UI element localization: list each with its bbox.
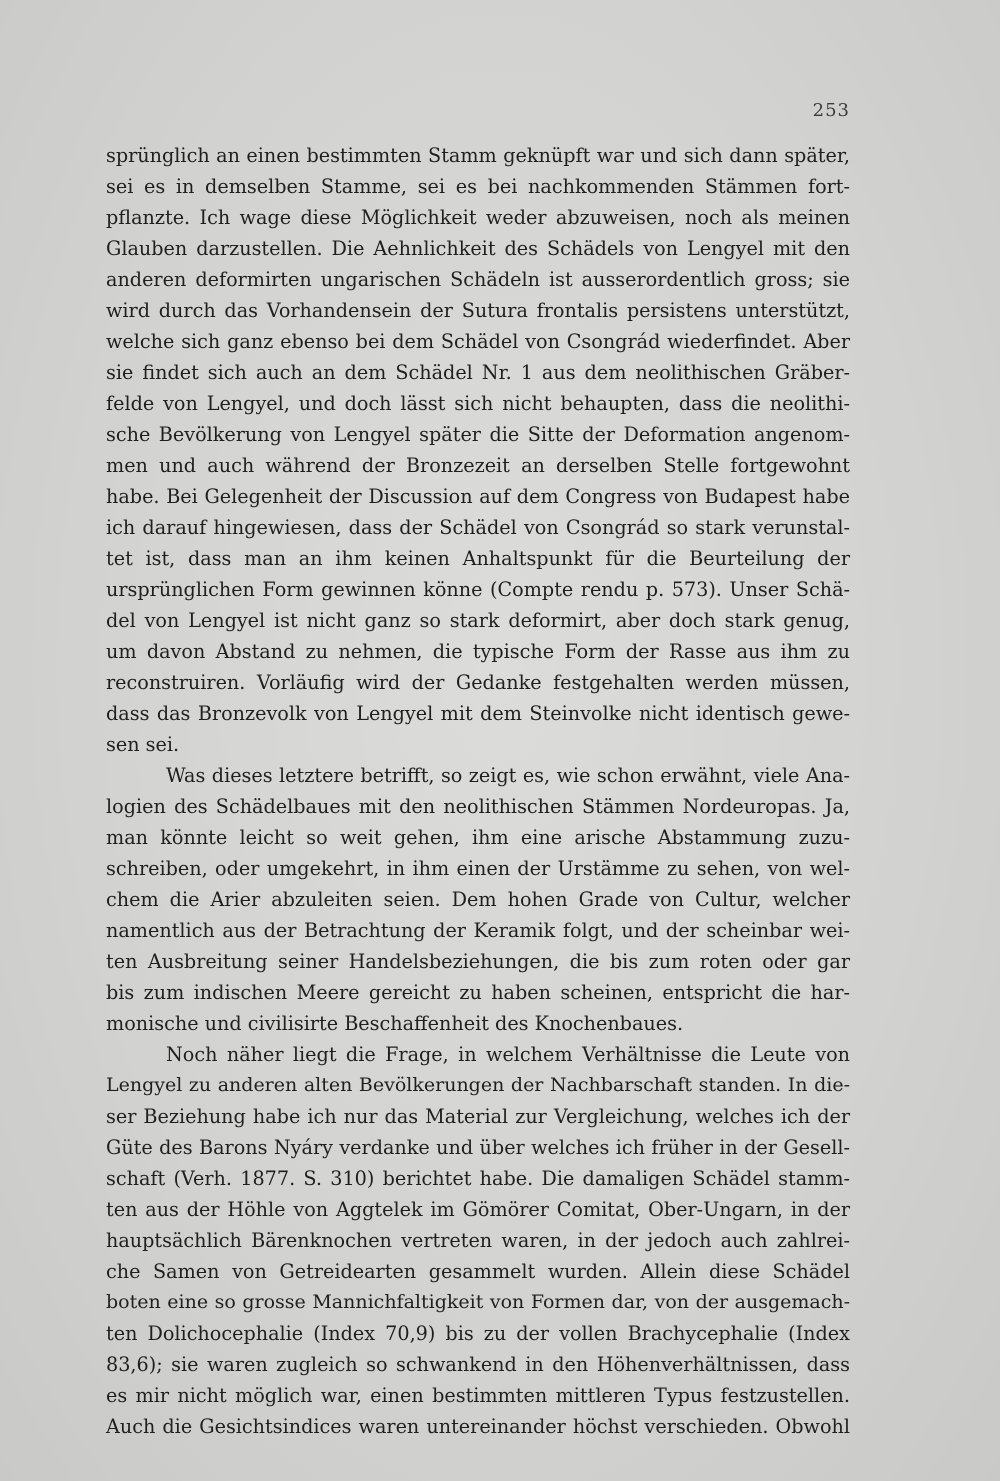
text-line: Lengyel zu anderen alten Bevölkerungen der Nachbarschaft standen. In die-	[106, 1074, 850, 1096]
text-line: sche Bevölkerung von Lengyel später die Sitte der Deformation angenom-	[106, 423, 850, 446]
text-line: sprünglich an einen bestimmten Stamm geknüpft war und sich dann später,	[106, 144, 850, 167]
text-line: Güte des Barons Nyáry verdanke und über welches ich früher in der Gesell-	[106, 1136, 850, 1159]
text-line: Glauben darzustellen. Die Aehnlichkeit des Schädels von Lengyel mit den	[106, 237, 850, 260]
text-line: ursprünglichen Form gewinnen könne (Compte rendu p. 573). Unser Schä-	[106, 578, 850, 601]
paragraph-1	[106, 140, 850, 760]
paragraph-2	[106, 760, 850, 1039]
text-line: sei es in demselben Stamme, sei es bei nachkommenden Stämmen fort-	[106, 175, 850, 198]
text-line: schreiben, oder umgekehrt, in ihm einen der Urstämme zu sehen, von wel-	[106, 857, 850, 880]
text-line: Was dieses letztere betrifft, so zeigt es, wie schon erwähnt, viele Ana-	[166, 764, 850, 787]
text-line: del von Lengyel ist nicht ganz so stark deformirt, aber doch stark genug,	[106, 609, 850, 632]
text-line: sen sei.	[106, 733, 180, 756]
body-text	[106, 140, 850, 1442]
text-line: es mir nicht möglich war, einen bestimmten mittleren Typus festzustellen.	[106, 1384, 850, 1407]
text-line: um davon Abstand zu nehmen, die typische Form der Rasse aus ihm zu	[106, 640, 850, 663]
text-line: ten aus der Höhle von Aggtelek im Gömörer Comitat, Ober-Ungarn, in der	[106, 1198, 850, 1221]
text-line: namentlich aus der Betrachtung der Keramik folgt, und der scheinbar wei-	[106, 919, 850, 942]
text-line: ich darauf hingewiesen, dass der Schädel von Csongrád so stark verunstal-	[106, 516, 850, 539]
text-line: habe. Bei Gelegenheit der Discussion auf dem Congress von Budapest habe	[106, 485, 850, 508]
text-line: bis zum indischen Meere gereicht zu haben scheinen, entspricht die har-	[106, 981, 850, 1004]
text-line: hauptsächlich Bärenknochen vertreten waren, in der jedoch auch zahlrei-	[106, 1229, 850, 1252]
text-line: ten Ausbreitung seiner Handelsbeziehungen, die bis zum roten oder gar	[106, 950, 850, 973]
text-line: tet ist, dass man an ihm keinen Anhaltspunkt für die Beurteilung der	[106, 547, 850, 570]
text-line: boten eine so grosse Mannichfaltigkeit von Formen dar, von der ausgemach-	[106, 1291, 850, 1313]
text-line: ten Dolichocephalie (Index 70,9) bis zu der vollen Brachycephalie (Index	[106, 1322, 850, 1345]
text-line: men und auch während der Bronzezeit an derselben Stelle fortgewohnt	[106, 454, 850, 477]
text-line: 83,6); sie waren zugleich so schwankend in den Höhenverhältnissen, dass	[106, 1353, 850, 1376]
text-line: schaft (Verh. 1877. S. 310) berichtet habe. Die damaligen Schädel stamm-	[106, 1167, 850, 1190]
text-line: dass das Bronzevolk von Lengyel mit dem Steinvolke nicht identisch gewe-	[106, 702, 850, 725]
page-number: 253	[812, 100, 850, 121]
text-line: che Samen von Getreidearten gesammelt wurden. Allein diese Schädel	[106, 1260, 850, 1283]
text-line: ser Beziehung habe ich nur das Material zur Vergleichung, welches ich der	[106, 1105, 850, 1128]
text-line: sie findet sich auch an dem Schädel Nr. 1 aus dem neolithischen Gräber-	[106, 361, 850, 384]
text-line: Auch die Gesichtsindices waren untereinander höchst verschieden. Obwohl	[106, 1415, 850, 1438]
paragraph-3	[106, 1039, 850, 1442]
text-line: pflanzte. Ich wage diese Möglichkeit weder abzuweisen, noch als meinen	[106, 206, 850, 229]
text-line: reconstruiren. Vorläufig wird der Gedanke festgehalten werden müssen,	[106, 671, 850, 694]
text-line: monische und civilisirte Beschaffenheit des Knochenbaues.	[106, 1012, 684, 1035]
text-line: felde von Lengyel, und doch lässt sich nicht behaupten, dass die neolithi-	[106, 392, 850, 415]
text-line: Noch näher liegt die Frage, in welchem Verhältnisse die Leute von	[166, 1043, 850, 1066]
text-line: wird durch das Vorhandensein der Sutura frontalis persistens unterstützt,	[106, 299, 850, 322]
text-line: anderen deformirten ungarischen Schädeln ist ausserordentlich gross; sie	[106, 268, 850, 291]
text-line: logien des Schädelbaues mit den neolithischen Stämmen Nordeuropas. Ja,	[106, 795, 850, 818]
text-line: chem die Arier abzuleiten seien. Dem hohen Grade von Cultur, welcher	[106, 888, 850, 911]
text-line: welche sich ganz ebenso bei dem Schädel von Csongrád wiederfindet. Aber	[106, 330, 850, 353]
text-line: man könnte leicht so weit gehen, ihm eine arische Abstammung zuzu-	[106, 826, 850, 849]
